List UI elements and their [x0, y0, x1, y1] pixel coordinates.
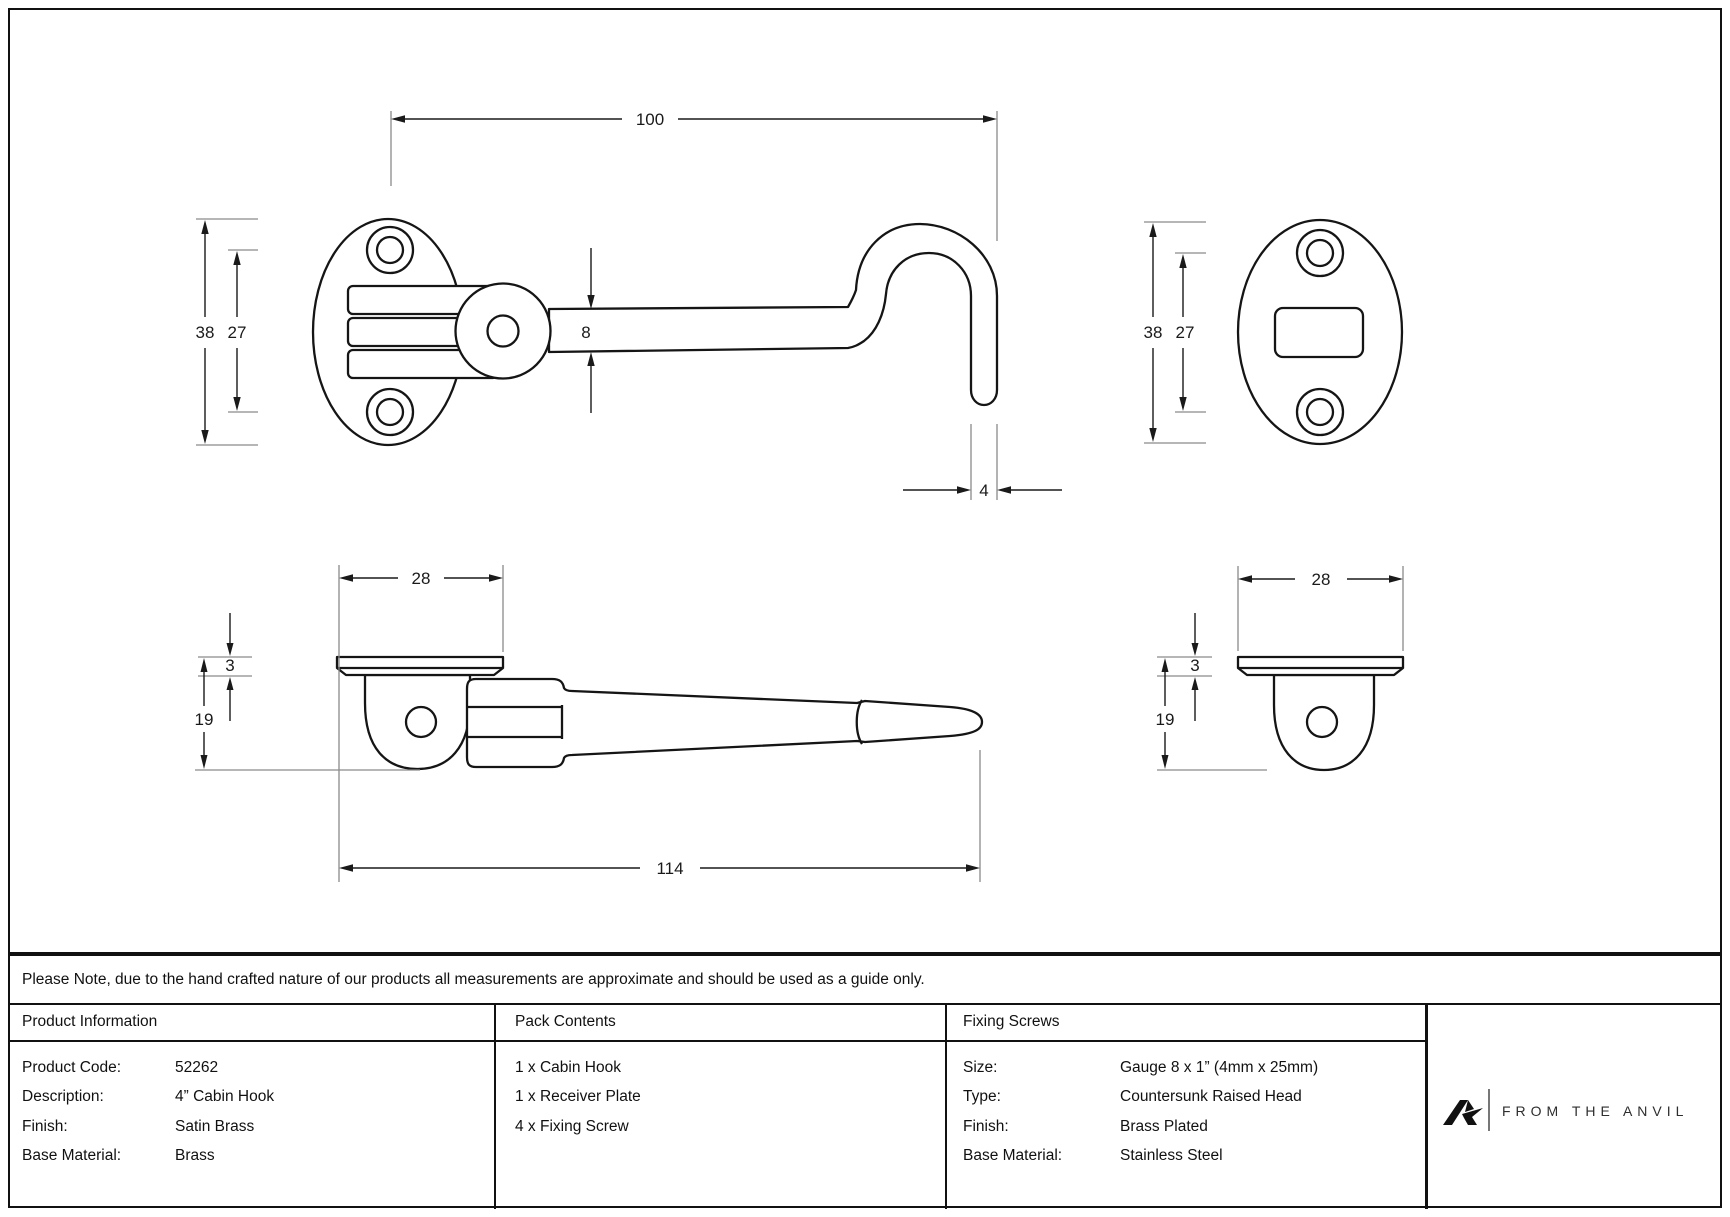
pack-contents-header: Pack Contents	[515, 1013, 616, 1030]
table-row	[963, 1053, 1319, 1082]
dimension-label: 27	[1175, 323, 1195, 342]
dimension-label: 3	[1190, 656, 1200, 675]
row-value: Countersunk Raised Head	[1120, 1088, 1302, 1106]
dimension-label: 114	[656, 859, 684, 878]
anvil-logo-icon	[1438, 1092, 1488, 1142]
note-row-top-border	[8, 952, 1721, 956]
dimension-length-114	[339, 750, 980, 882]
hook-arm	[549, 224, 997, 405]
arm-side	[467, 679, 982, 767]
pivot-hole	[406, 707, 436, 737]
brand-name: FROM THE ANVIL	[1502, 1103, 1689, 1119]
dimension-label: 4	[979, 481, 989, 500]
cabin-hook-side-view	[195, 565, 982, 882]
table-row	[22, 1082, 275, 1111]
receiver-plate-front-view	[1144, 220, 1402, 444]
dimension-label: 28	[1311, 570, 1331, 589]
dimension-label: 3	[225, 656, 235, 675]
logo-divider	[1488, 1089, 1490, 1131]
row-label: Type:	[963, 1088, 1001, 1106]
list-item: 4 x Fixing Screw	[515, 1117, 629, 1135]
pack-contents-cell	[515, 1053, 641, 1141]
row-label: Finish:	[22, 1117, 68, 1135]
dimension-length-100	[391, 110, 997, 241]
row-label: Base Material:	[22, 1147, 122, 1165]
row-label: Product Code:	[22, 1059, 122, 1076]
dimension-plate-width-28	[1238, 566, 1403, 651]
column-divider-2	[945, 1003, 947, 1209]
header-row-bottom-border	[8, 1040, 1426, 1042]
table-row	[963, 1141, 1223, 1170]
dimension-label: 19	[1155, 710, 1175, 729]
dimension-label: 8	[581, 323, 591, 342]
measurement-note: Please Note, due to the hand crafted nature of our products all measurements are approximate and should be used as a guide only.	[22, 971, 925, 988]
table-row	[22, 1112, 255, 1141]
row-label: Finish:	[963, 1117, 1009, 1135]
list-item: 1 x Receiver Plate	[515, 1088, 641, 1106]
dimension-label: 27	[227, 323, 247, 342]
top-plate	[337, 657, 503, 675]
list-item: 1 x Cabin Hook	[515, 1059, 621, 1076]
row-value: Stainless Steel	[1120, 1147, 1223, 1165]
header-row-top-border	[8, 1003, 1721, 1005]
fixing-screws-header: Fixing Screws	[963, 1013, 1060, 1030]
dimension-hole-centres-27	[228, 250, 258, 412]
column-divider-1	[494, 1003, 496, 1209]
row-value: 4” Cabin Hook	[175, 1088, 275, 1106]
table-row	[22, 1141, 215, 1170]
dimension-hook-width-4	[903, 424, 1062, 500]
product-information-cell	[22, 1053, 275, 1171]
row-label: Size:	[963, 1059, 998, 1076]
receiver-plate-side-view	[1156, 566, 1403, 770]
table-row	[963, 1082, 1302, 1111]
table-row	[963, 1112, 1208, 1141]
product-information-header: Product Information	[22, 1013, 158, 1030]
dimension-label: 38	[195, 323, 215, 342]
dimension-label: 38	[1143, 323, 1163, 342]
pivot-hole	[488, 316, 519, 347]
row-value: Satin Brass	[175, 1117, 255, 1135]
dimension-label: 100	[635, 110, 665, 129]
screw-hole-bottom-inner	[1307, 399, 1333, 425]
dimension-label: 28	[411, 569, 431, 588]
receiver-slot	[1275, 308, 1363, 357]
fixing-screws-cell	[963, 1053, 1319, 1171]
cabin-hook-front-view	[196, 110, 1062, 500]
row-label: Description:	[22, 1088, 104, 1106]
row-value: Brass Plated	[1120, 1117, 1208, 1135]
table-row	[22, 1053, 219, 1082]
row-label: Base Material:	[963, 1147, 1063, 1165]
row-value: Gauge 8 x 1” (4mm x 25mm)	[1120, 1059, 1319, 1076]
row-value: 52262	[175, 1059, 219, 1076]
dimension-hole-centres-27	[1175, 253, 1206, 412]
receiver-hole	[1307, 707, 1337, 737]
screw-hole-top-inner	[377, 237, 403, 263]
receiver-top-plate	[1238, 657, 1403, 675]
dimension-label: 19	[194, 710, 214, 729]
screw-hole-bottom-inner	[377, 399, 403, 425]
column-divider-3	[1425, 1003, 1428, 1209]
row-value: Brass	[175, 1147, 215, 1165]
screw-hole-top-inner	[1307, 240, 1333, 266]
